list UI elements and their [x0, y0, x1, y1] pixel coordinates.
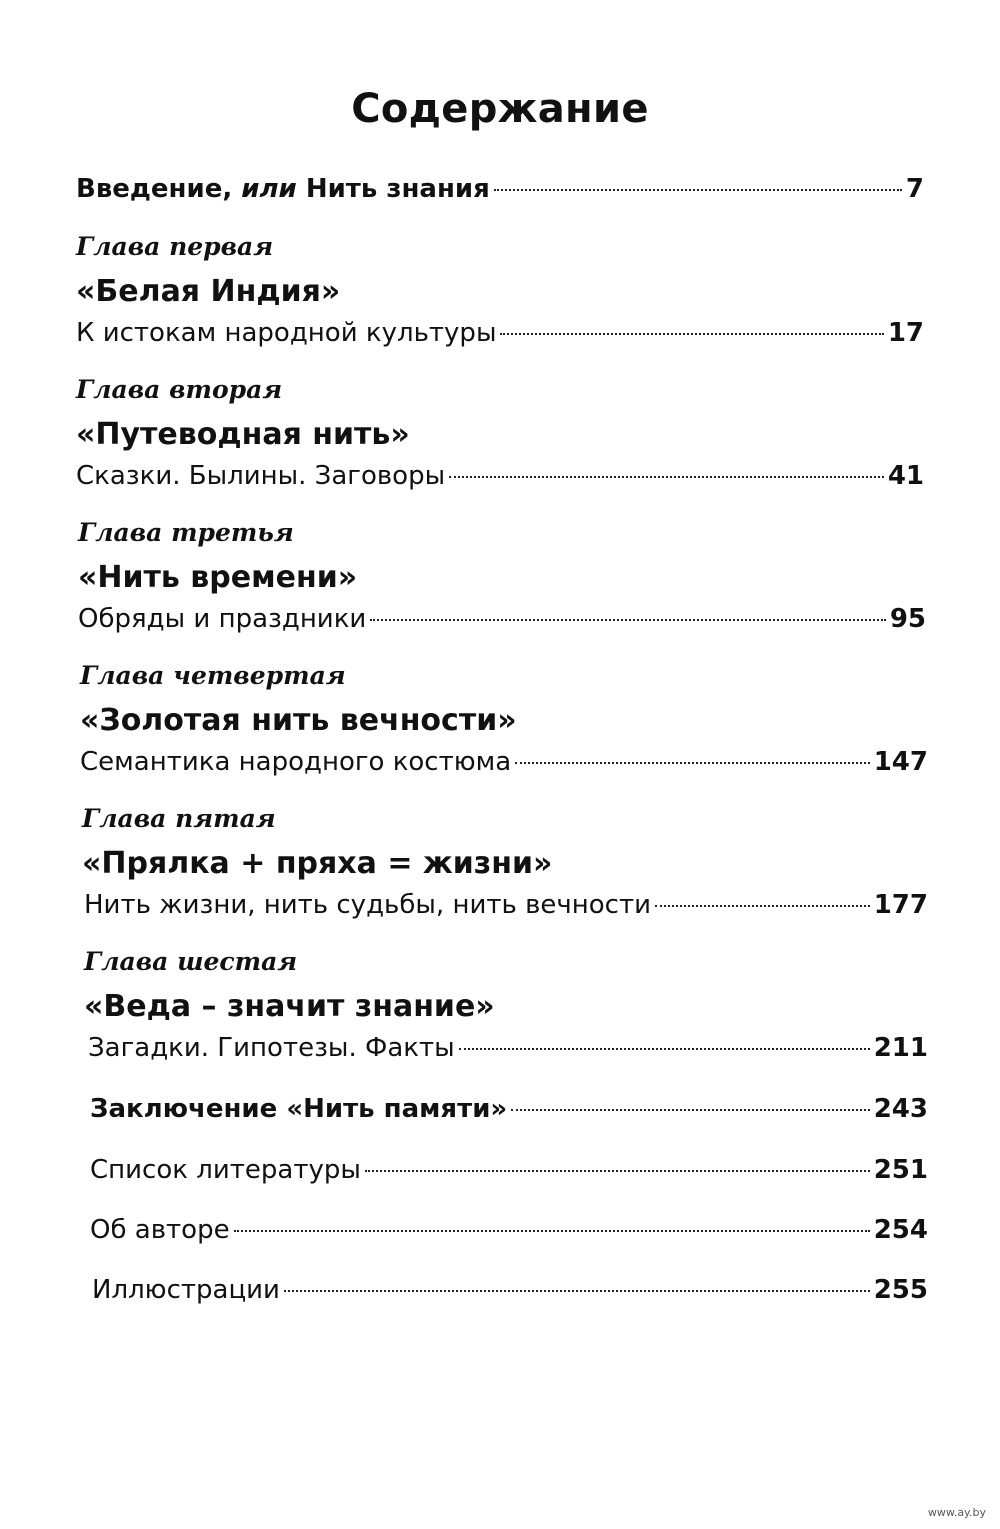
entry-text: Об авторе — [90, 1215, 230, 1245]
leader-dots — [511, 1109, 870, 1111]
chapter-subtitle: Загадки. Гипотезы. Факты — [88, 1033, 455, 1063]
intro-text: Введение, или Нить знания — [76, 174, 490, 204]
toc-entry-chapter — [76, 316, 924, 350]
chapter-label: Глава четвертая — [80, 661, 346, 690]
page-number: 254 — [873, 1215, 928, 1245]
page-number: 211 — [873, 1033, 928, 1063]
chapter-label: Глава вторая — [76, 375, 283, 404]
toc-entry-conclusion — [90, 1092, 928, 1126]
conclusion-text: Заключение «Нить памяти» — [90, 1094, 508, 1124]
entry-text: Список литературы — [90, 1155, 361, 1185]
chapter-title: «Веда – значит знание» — [84, 989, 495, 1024]
toc-entry-about-author — [90, 1213, 928, 1247]
entry-text: Иллюстрации — [92, 1275, 280, 1305]
page-number: 17 — [887, 318, 924, 348]
chapter-label: Глава третья — [78, 518, 294, 547]
chapter-title: «Золотая нить вечности» — [80, 703, 517, 738]
leader-dots — [515, 762, 870, 764]
leader-dots — [449, 476, 884, 478]
toc-entry-chapter — [84, 888, 928, 922]
leader-dots — [284, 1290, 870, 1292]
leader-dots — [500, 333, 883, 335]
leader-dots — [459, 1048, 870, 1050]
leader-dots — [494, 189, 902, 191]
chapter-label: Глава первая — [76, 232, 274, 261]
page-number: 177 — [873, 890, 928, 920]
chapter-subtitle: Сказки. Былины. Заговоры — [76, 461, 446, 491]
chapter-label: Глава шестая — [84, 947, 298, 976]
page-number: 255 — [873, 1275, 928, 1305]
chapter-title: «Путеводная нить» — [76, 417, 410, 452]
toc-entry-chapter — [76, 459, 924, 493]
page-number: 243 — [873, 1094, 928, 1124]
chapter-title: «Нить времени» — [78, 560, 358, 595]
toc-entry-chapter — [80, 745, 928, 779]
chapter-label: Глава пятая — [82, 804, 276, 833]
page-number: 41 — [887, 461, 924, 491]
toc-entry-chapter — [78, 602, 926, 636]
leader-dots — [370, 619, 886, 621]
watermark: www.ay.by — [927, 1506, 986, 1519]
toc-entry-chapter — [88, 1031, 928, 1065]
chapter-subtitle: Обряды и праздники — [78, 604, 367, 634]
page-number: 7 — [905, 174, 924, 204]
page-number: 147 — [873, 747, 928, 777]
page-title: Содержание — [351, 86, 649, 132]
chapter-subtitle: Нить жизни, нить судьбы, нить вечности — [84, 890, 652, 920]
leader-dots — [365, 1170, 870, 1172]
chapter-title: «Прялка + пряха = жизни» — [82, 846, 553, 881]
chapter-title: «Белая Индия» — [76, 274, 341, 309]
toc-entry-intro — [76, 172, 924, 206]
leader-dots — [234, 1230, 870, 1232]
page-number: 251 — [873, 1155, 928, 1185]
page-number: 95 — [889, 604, 926, 634]
toc-entry-bibliography — [90, 1153, 928, 1187]
leader-dots — [655, 905, 870, 907]
chapter-subtitle: Семантика народного костюма — [80, 747, 512, 777]
chapter-subtitle: К истокам народной культуры — [76, 318, 497, 348]
toc-entry-illustrations — [92, 1273, 928, 1307]
